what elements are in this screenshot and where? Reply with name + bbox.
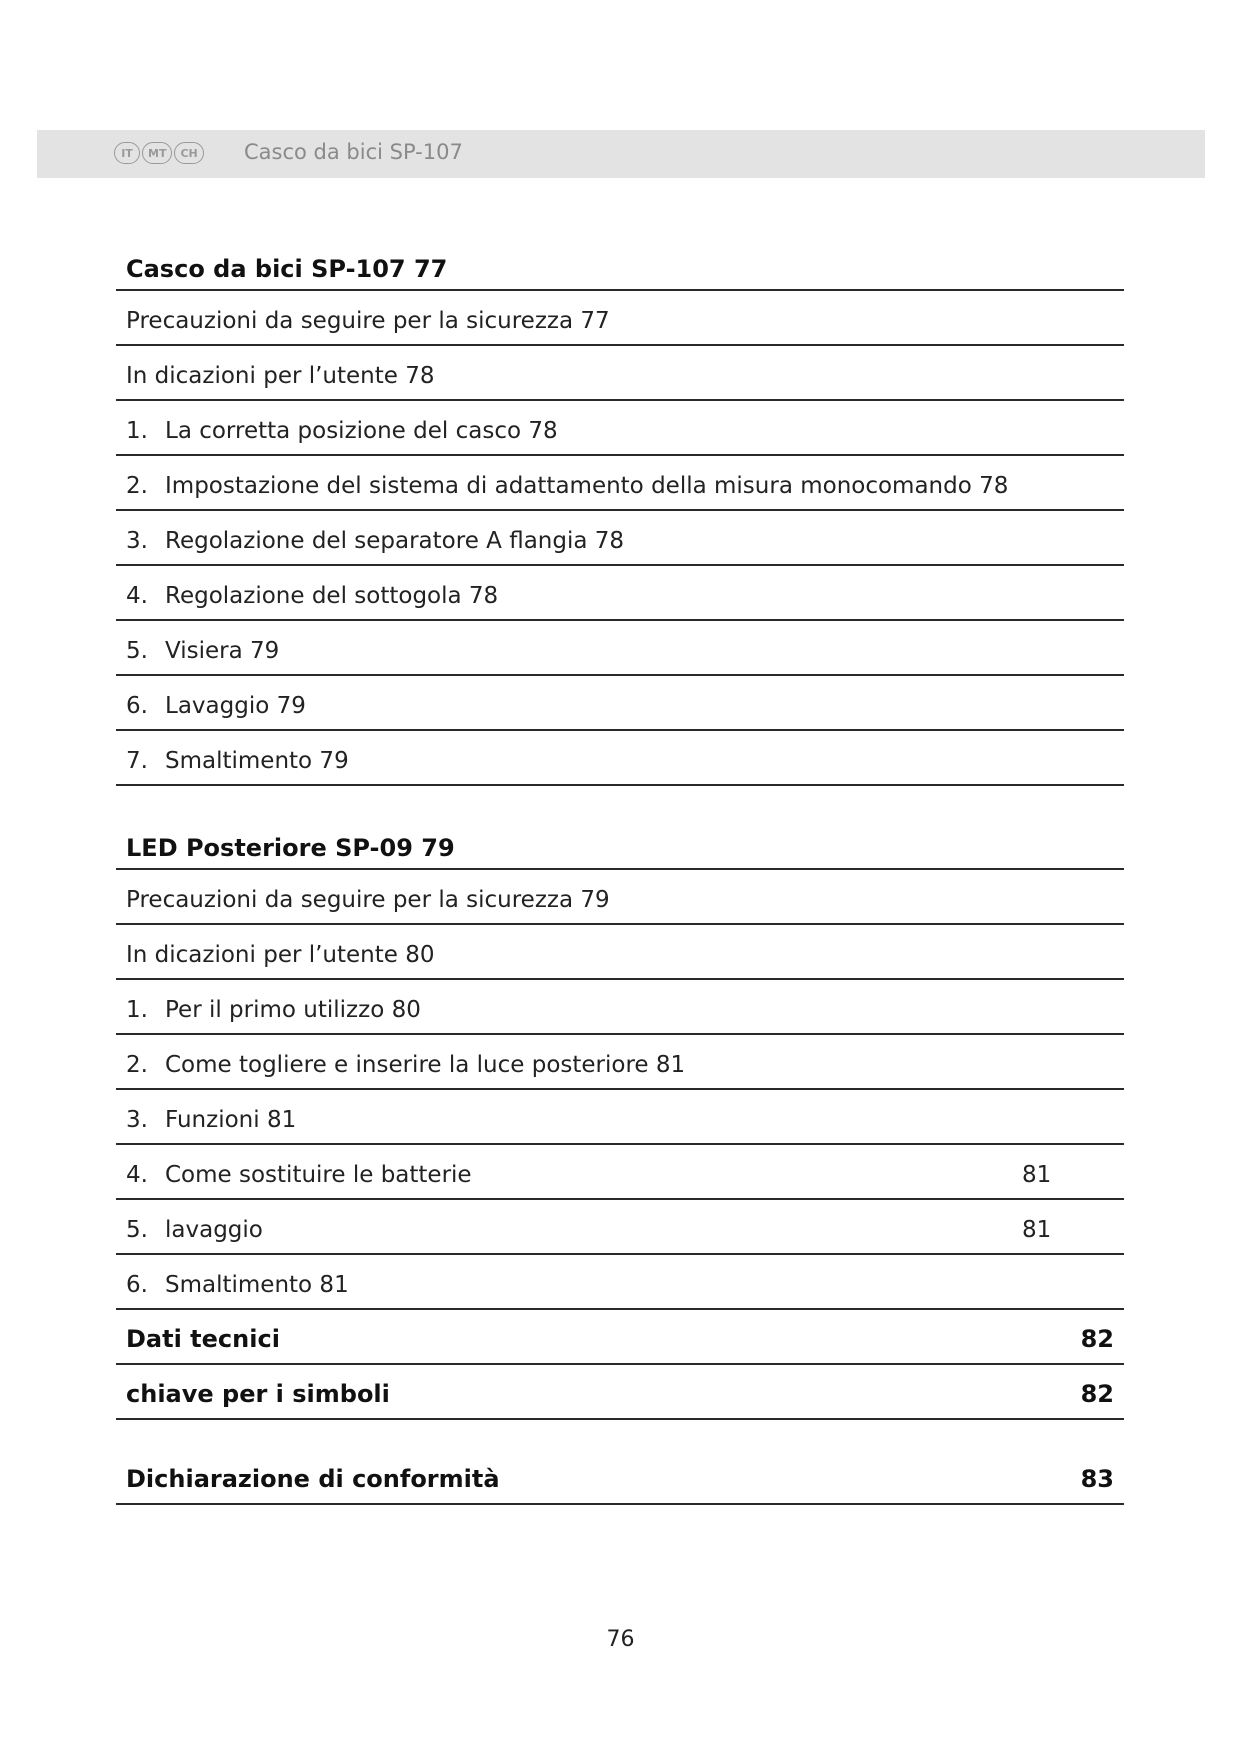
toc-entry[interactable] xyxy=(116,456,1124,511)
running-header xyxy=(37,130,1205,178)
toc-entry-text: Visiera 79 xyxy=(165,638,280,664)
toc-entry[interactable] xyxy=(116,621,1124,676)
toc-entry-number: 6. xyxy=(126,1272,148,1298)
toc-entry-title: chiave per i simboli xyxy=(126,1380,390,1408)
toc-entry-page: 82 xyxy=(1080,1380,1114,1408)
toc-entry-text: Smaltimento 79 xyxy=(165,748,349,774)
section-spacer xyxy=(116,1420,1124,1450)
toc-entry-page: 81 xyxy=(1022,1217,1052,1243)
toc-entry-dichiarazione[interactable] xyxy=(116,1450,1124,1505)
country-badge-mt: MT xyxy=(142,142,172,164)
toc-entry-text: La corretta posizione del casco 78 xyxy=(165,418,558,444)
toc-entry[interactable] xyxy=(116,566,1124,621)
toc-entry-title: Dichiarazione di conformità xyxy=(126,1465,500,1493)
toc-entry-number: 1. xyxy=(126,997,148,1023)
toc-entry-text: Smaltimento 81 xyxy=(165,1272,349,1298)
toc-entry-text: Impostazione del sistema di adattamento della misura monocomando 78 xyxy=(165,473,1009,499)
page-number: 76 xyxy=(606,1627,635,1652)
toc-entry-text: Precauzioni da seguire per la sicurezza 77 xyxy=(126,308,610,334)
toc-entry[interactable] xyxy=(116,980,1124,1035)
toc-entry[interactable] xyxy=(116,870,1124,925)
toc-entry-text: Precauzioni da seguire per la sicurezza 79 xyxy=(126,887,610,913)
toc-entry-number: 7. xyxy=(126,748,148,774)
toc-entry-text: Per il primo utilizzo 80 xyxy=(165,997,421,1023)
toc-entry-page: 82 xyxy=(1080,1325,1114,1353)
toc-entry-dati-tecnici[interactable] xyxy=(116,1310,1124,1365)
toc-entry-page: 83 xyxy=(1080,1465,1114,1493)
table-of-contents xyxy=(116,250,1124,1505)
toc-entry-text: Come togliere e inserire la luce posteriore 81 xyxy=(165,1052,686,1078)
toc-entry[interactable] xyxy=(116,1255,1124,1310)
toc-entry-number: 6. xyxy=(126,693,148,719)
toc-entry-text: Funzioni 81 xyxy=(165,1107,297,1133)
toc-entry-title: Dati tecnici xyxy=(126,1325,280,1353)
toc-entry[interactable] xyxy=(116,291,1124,346)
toc-entry-text: Lavaggio 79 xyxy=(165,693,306,719)
toc-entry-number: 3. xyxy=(126,528,148,554)
toc-entry-text: Come sostituire le batterie xyxy=(165,1162,472,1188)
toc-entry-text: lavaggio xyxy=(165,1217,263,1243)
toc-entry-text: In dicazioni per l’utente 78 xyxy=(126,363,435,389)
toc-entry[interactable] xyxy=(116,1035,1124,1090)
toc-section-title: Casco da bici SP-107 77 xyxy=(126,255,448,283)
toc-entry[interactable] xyxy=(116,401,1124,456)
toc-entry[interactable] xyxy=(116,925,1124,980)
toc-entry-text: Regolazione del sottogola 78 xyxy=(165,583,499,609)
toc-entry-number: 5. xyxy=(126,638,148,664)
toc-entry-number: 2. xyxy=(126,473,148,499)
toc-entry[interactable] xyxy=(116,676,1124,731)
toc-entry-chiave-simboli[interactable] xyxy=(116,1365,1124,1420)
toc-entry[interactable] xyxy=(116,511,1124,566)
toc-entry-page: 81 xyxy=(1022,1162,1052,1188)
toc-section-heading[interactable] xyxy=(116,250,1124,291)
toc-entry-text: In dicazioni per l’utente 80 xyxy=(126,942,435,968)
toc-entry-number: 5. xyxy=(126,1217,148,1243)
toc-entry[interactable] xyxy=(116,346,1124,401)
toc-entry[interactable] xyxy=(116,1200,1124,1255)
toc-entry-number: 4. xyxy=(126,1162,148,1188)
country-badges xyxy=(114,142,206,164)
toc-entry[interactable] xyxy=(116,731,1124,786)
toc-entry-number: 4. xyxy=(126,583,148,609)
toc-entry[interactable] xyxy=(116,1145,1124,1200)
toc-section-title: LED Posteriore SP-09 79 xyxy=(126,834,455,862)
header-title: Casco da bici SP-107 xyxy=(244,140,463,164)
toc-entry-number: 1. xyxy=(126,418,148,444)
toc-entry-text: Regolazione del separatore A flangia 78 xyxy=(165,528,625,554)
toc-section-heading[interactable] xyxy=(116,829,1124,870)
toc-entry-number: 2. xyxy=(126,1052,148,1078)
toc-entry-number: 3. xyxy=(126,1107,148,1133)
section-spacer xyxy=(116,786,1124,829)
country-badge-it: IT xyxy=(114,142,140,164)
country-badge-ch: CH xyxy=(174,142,203,164)
toc-entry[interactable] xyxy=(116,1090,1124,1145)
